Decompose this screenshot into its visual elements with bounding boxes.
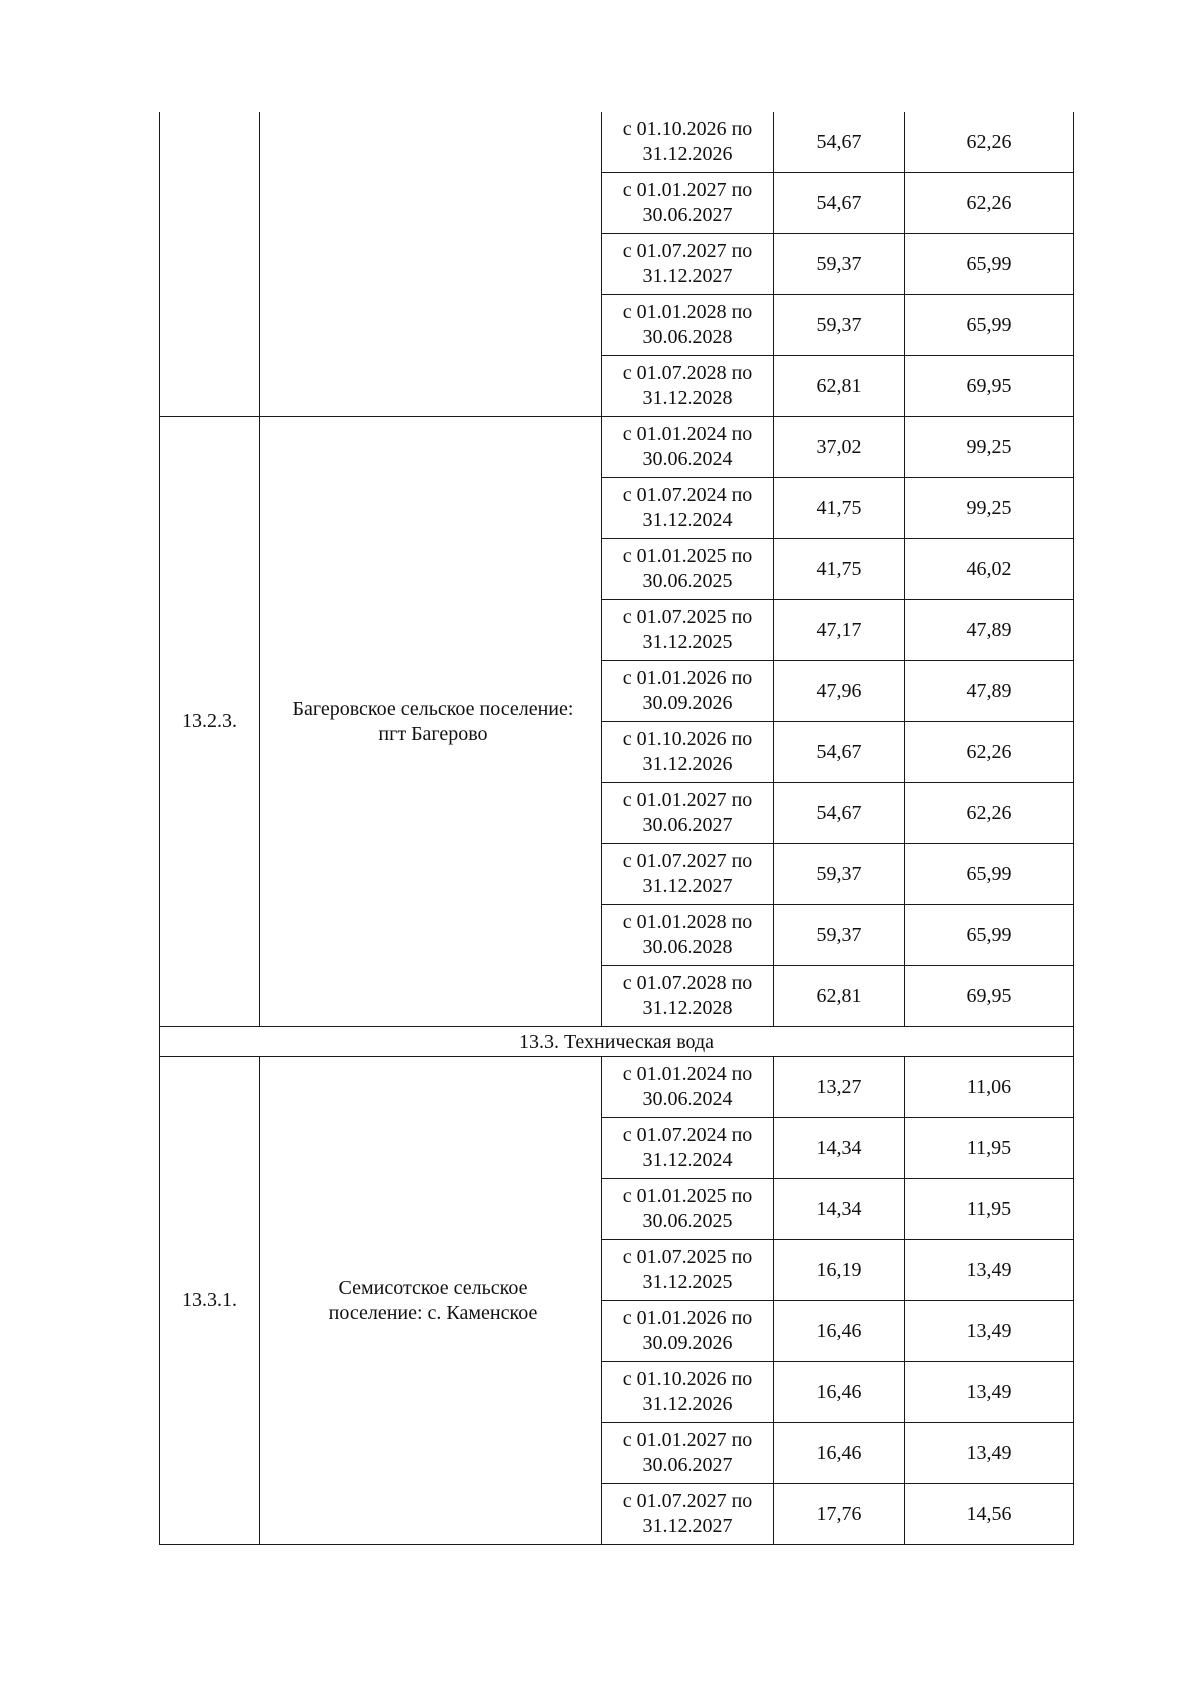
period-from: с 01.01.2027 по	[622, 1429, 753, 1451]
period-from: с 01.01.2026 по	[622, 667, 753, 689]
period-from: с 01.10.2026 по	[622, 728, 753, 750]
tariff-value-2: 65,99	[905, 844, 1074, 905]
period-to: 30.06.2027	[642, 204, 733, 226]
tariff-value-2: 11,95	[905, 1179, 1074, 1240]
item-number: 13.3.1.	[182, 1289, 237, 1311]
tariff-value-1: 59,37	[774, 905, 905, 966]
tariff-value-1: 59,37	[774, 295, 905, 356]
table-row	[160, 1057, 1074, 1118]
period-from: с 01.01.2028 по	[622, 911, 753, 933]
period-from: с 01.07.2024 по	[622, 484, 753, 506]
tariff-value-2: 69,95	[905, 966, 1074, 1027]
tariff-value-2: 13,49	[905, 1301, 1074, 1362]
period-cell	[602, 905, 774, 966]
tariff-value-2: 99,25	[905, 478, 1074, 539]
period-to: 30.09.2026	[642, 1332, 733, 1354]
period-cell	[602, 661, 774, 722]
period-to: 31.12.2024	[642, 1149, 733, 1171]
tariff-value-1: 59,37	[774, 234, 905, 295]
tariff-value-1: 54,67	[774, 783, 905, 844]
period-cell	[602, 1240, 774, 1301]
tariff-value-2: 14,56	[905, 1484, 1074, 1545]
period-cell	[602, 600, 774, 661]
period-to: 31.12.2026	[642, 753, 733, 775]
period-from: с 01.07.2024 по	[622, 1124, 753, 1146]
period-from: с 01.10.2026 по	[622, 118, 753, 140]
period-to: 31.12.2025	[642, 631, 733, 653]
period-to: 31.12.2025	[642, 1271, 733, 1293]
period-cell	[602, 1423, 774, 1484]
settlement-name-line: Семисотское сельское	[338, 1276, 528, 1299]
tariff-value-1: 41,75	[774, 539, 905, 600]
period-cell	[602, 966, 774, 1027]
period-to: 30.06.2025	[642, 570, 733, 592]
settlement-name-cell	[260, 1057, 602, 1545]
tariff-table-body	[160, 112, 1074, 1545]
period-to: 30.06.2027	[642, 814, 733, 836]
settlement-name-cell	[260, 417, 602, 1027]
tariff-value-2: 62,26	[905, 173, 1074, 234]
period-to: 31.12.2024	[642, 509, 733, 531]
tariff-table	[159, 112, 1074, 1545]
settlement-name-line: пгт Багерово	[378, 722, 488, 745]
period-cell	[602, 1301, 774, 1362]
period-to: 31.12.2027	[642, 265, 733, 287]
period-from: с 01.01.2026 по	[622, 1307, 753, 1329]
period-from: с 01.01.2025 по	[622, 1185, 753, 1207]
period-from: с 01.01.2027 по	[622, 789, 753, 811]
tariff-value-2: 99,25	[905, 417, 1074, 478]
tariff-value-1: 54,67	[774, 722, 905, 783]
period-cell	[602, 722, 774, 783]
period-from: с 01.07.2027 по	[622, 850, 753, 872]
tariff-value-2: 62,26	[905, 722, 1074, 783]
tariff-value-2: 62,26	[905, 112, 1074, 173]
period-from: с 01.01.2027 по	[622, 179, 753, 201]
section-title: 13.3. Техническая вода	[160, 1027, 1074, 1057]
tariff-value-2: 65,99	[905, 234, 1074, 295]
period-to: 31.12.2028	[642, 997, 733, 1019]
period-cell	[602, 1362, 774, 1423]
period-from: с 01.07.2027 по	[622, 240, 753, 262]
period-cell	[602, 295, 774, 356]
tariff-value-1: 47,96	[774, 661, 905, 722]
period-to: 30.06.2028	[642, 326, 733, 348]
period-cell	[602, 1057, 774, 1118]
item-number-cell	[160, 417, 260, 1027]
period-to: 30.06.2024	[642, 448, 733, 470]
tariff-value-1: 47,17	[774, 600, 905, 661]
period-from: с 01.07.2025 по	[622, 1246, 753, 1268]
period-from: с 01.07.2028 по	[622, 362, 753, 384]
tariff-value-1: 37,02	[774, 417, 905, 478]
period-cell	[602, 478, 774, 539]
period-cell	[602, 1484, 774, 1545]
section-header-row	[160, 1027, 1074, 1057]
tariff-value-1: 16,19	[774, 1240, 905, 1301]
tariff-value-2: 13,49	[905, 1362, 1074, 1423]
period-to: 31.12.2026	[642, 1393, 733, 1415]
tariff-value-1: 14,34	[774, 1179, 905, 1240]
settlement-name-line: поселение: с. Каменское	[328, 1301, 538, 1324]
tariff-value-2: 62,26	[905, 783, 1074, 844]
period-cell	[602, 234, 774, 295]
period-cell	[602, 417, 774, 478]
period-from: с 01.01.2024 по	[622, 1063, 753, 1085]
table-row	[160, 417, 1074, 478]
period-to: 31.12.2026	[642, 143, 733, 165]
item-number-cell	[160, 1057, 260, 1545]
tariff-value-2: 13,49	[905, 1423, 1074, 1484]
period-from: с 01.07.2027 по	[622, 1490, 753, 1512]
tariff-value-1: 14,34	[774, 1118, 905, 1179]
period-from: с 01.10.2026 по	[622, 1368, 753, 1390]
settlement-name-line: Багеровское сельское поселение:	[292, 697, 574, 720]
period-cell	[602, 356, 774, 417]
tariff-value-2: 11,95	[905, 1118, 1074, 1179]
tariff-value-1: 54,67	[774, 112, 905, 173]
period-cell	[602, 173, 774, 234]
tariff-value-1: 16,46	[774, 1423, 905, 1484]
period-from: с 01.07.2028 по	[622, 972, 753, 994]
tariff-value-1: 59,37	[774, 844, 905, 905]
period-cell	[602, 783, 774, 844]
period-cell	[602, 112, 774, 173]
period-to: 30.06.2027	[642, 1454, 733, 1476]
period-cell	[602, 1179, 774, 1240]
period-cell	[602, 1118, 774, 1179]
tariff-value-1: 54,67	[774, 173, 905, 234]
period-to: 31.12.2027	[642, 1515, 733, 1537]
period-from: с 01.01.2028 по	[622, 301, 753, 323]
item-number: 13.2.3.	[182, 710, 237, 732]
table-row	[160, 112, 1074, 173]
tariff-value-2: 47,89	[905, 600, 1074, 661]
tariff-value-1: 16,46	[774, 1301, 905, 1362]
tariff-value-1: 62,81	[774, 356, 905, 417]
period-to: 31.12.2027	[642, 875, 733, 897]
period-to: 30.09.2026	[642, 692, 733, 714]
tariff-value-2: 46,02	[905, 539, 1074, 600]
tariff-value-1: 13,27	[774, 1057, 905, 1118]
period-to: 30.06.2028	[642, 936, 733, 958]
tariff-value-1: 17,76	[774, 1484, 905, 1545]
settlement-name-cell	[260, 112, 602, 417]
tariff-value-2: 65,99	[905, 905, 1074, 966]
period-from: с 01.07.2025 по	[622, 606, 753, 628]
period-to: 30.06.2025	[642, 1210, 733, 1232]
period-to: 30.06.2024	[642, 1088, 733, 1110]
item-number-cell	[160, 112, 260, 417]
tariff-value-1: 16,46	[774, 1362, 905, 1423]
period-from: с 01.01.2024 по	[622, 423, 753, 445]
tariff-value-2: 69,95	[905, 356, 1074, 417]
period-from: с 01.01.2025 по	[622, 545, 753, 567]
tariff-value-2: 47,89	[905, 661, 1074, 722]
period-to: 31.12.2028	[642, 387, 733, 409]
period-cell	[602, 539, 774, 600]
tariff-value-2: 11,06	[905, 1057, 1074, 1118]
tariff-value-2: 65,99	[905, 295, 1074, 356]
tariff-value-1: 62,81	[774, 966, 905, 1027]
tariff-value-1: 41,75	[774, 478, 905, 539]
period-cell	[602, 844, 774, 905]
tariff-value-2: 13,49	[905, 1240, 1074, 1301]
